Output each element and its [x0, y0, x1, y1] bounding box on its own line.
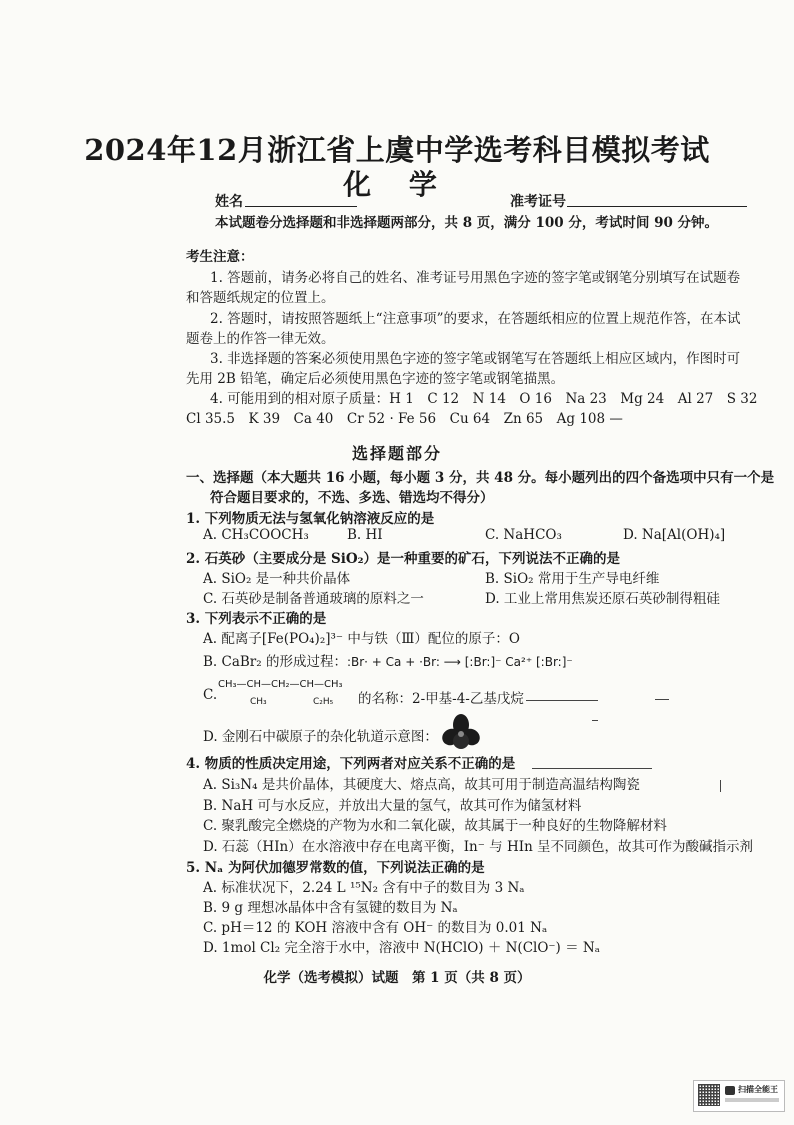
notice-line: 1. 答题前，请务必将自己的姓名、准考证号用黑色字迹的签字笔或钢笔分别填写在试题卷	[210, 270, 741, 286]
exam-id-blank[interactable]	[567, 206, 747, 207]
answer-dash	[526, 700, 598, 701]
notice-line: 和答题纸规定的位置上。	[186, 290, 335, 306]
q5-option-c[interactable]: C. pH＝12 的 KOH 溶液中含有 OH⁻ 的数目为 0.01 Nₐ	[203, 920, 548, 936]
scanner-app-name: 扫描全能王	[738, 1085, 778, 1094]
answer-dash	[655, 699, 669, 700]
subject-title: 化 学	[343, 168, 451, 201]
question-3-stem: 3. 下列表示不正确的是	[186, 611, 327, 627]
q3-structure-branch-methyl: CH₃	[250, 697, 267, 707]
q2-option-b[interactable]: B. SiO₂ 常用于生产导电纤维	[485, 571, 660, 587]
name-label: 姓名	[215, 194, 243, 210]
q5-option-d[interactable]: D. 1mol Cl₂ 完全溶于水中，溶液中 N(HClO) ＋ N(ClO⁻) ＝ Nₐ	[203, 940, 600, 956]
q5-option-b[interactable]: B. 9 g 理想冰晶体中含有氢键的数目为 Nₐ	[203, 900, 458, 916]
answer-dash	[532, 768, 652, 769]
q3-option-c-name: 的名称：2-甲基-4-乙基戊烷	[358, 691, 524, 707]
question-2-stem: 2. 石英砂（主要成分是 SiO₂）是一种重要的矿石，下列说法不正确的是	[186, 551, 621, 567]
scanner-watermark-badge	[693, 1080, 785, 1112]
scanner-tagline-bar	[725, 1098, 779, 1102]
question-4-stem: 4. 物质的性质决定用途，下列两者对应关系不正确的是	[186, 756, 516, 772]
page-footer: 化学（选考模拟）试题 第 1 页（共 8 页）	[263, 970, 531, 986]
q4-option-a[interactable]: A. Si₃N₄ 是共价晶体，其硬度大、熔点高，故其可用于制造高温结构陶瓷	[203, 777, 640, 793]
exam-id-label: 准考证号	[510, 194, 566, 210]
name-blank[interactable]	[245, 206, 357, 207]
q3-structure-branch-ethyl: C₂H₅	[313, 697, 334, 707]
q4-option-d[interactable]: D. 石蕊（HIn）在水溶液中存在电离平衡，In⁻ 与 HIn 呈不同颜色，故其可作为酸碱指示剂	[203, 839, 754, 855]
q3-option-c-label[interactable]: C.	[203, 687, 218, 703]
q4-option-c[interactable]: C. 聚乳酸完全燃烧的产物为水和二氧化碳，故其属于一种良好的生物降解材料	[203, 818, 667, 834]
atomic-mass-line: Cl 35.5 K 39 Ca 40 Cr 52 · Fe 56 Cu 64 Zn 65 Ag 108 —	[186, 411, 623, 427]
candidate-info-row	[215, 191, 755, 211]
question-5-stem: 5. Nₐ 为阿伏加德罗常数的值，下列说法正确的是	[186, 860, 485, 876]
section-title: 选择题部分	[351, 444, 442, 463]
q1-option-b[interactable]: B. HI	[347, 527, 383, 543]
q3-option-d[interactable]: D. 金刚石中碳原子的杂化轨道示意图：	[203, 729, 438, 745]
answer-dash	[592, 720, 598, 721]
notice-heading: 考生注意：	[186, 249, 254, 265]
notice-line: 先用 2B 铅笔，确定后必须使用黑色字迹的签字笔或钢笔描黑。	[186, 371, 565, 387]
margin-mark	[720, 780, 721, 792]
exam-title: 2024年12月浙江省上虞中学选考科目模拟考试	[84, 133, 710, 167]
question-1-stem: 1. 下列物质无法与氢氧化钠溶液反应的是	[186, 511, 435, 527]
part1-instructions: 符合题目要求的，不选、多选、错选均不得分）	[210, 490, 494, 506]
q3-option-b[interactable]	[203, 650, 573, 670]
q1-option-c[interactable]: C. NaHCO₃	[485, 527, 562, 543]
notice-line: 2. 答题时，请按照答题纸上“注意事项”的要求，在答题纸相应的位置上规范作答，在本试	[210, 311, 741, 327]
q2-option-d[interactable]: D. 工业上常用焦炭还原石英砂制得粗硅	[485, 591, 720, 607]
scanner-app-icon	[725, 1086, 735, 1095]
q5-option-a[interactable]: A. 标准状况下，2.24 L ¹⁵N₂ 含有中子的数目为 3 Nₐ	[203, 880, 525, 896]
q4-option-b[interactable]: B. NaH 可与水反应，并放出大量的氢气，故其可作为储氢材料	[203, 798, 582, 814]
q3-option-a[interactable]: A. 配离子[Fe(PO₄)₂]³⁻ 中与铁（Ⅲ）配位的原子：O	[203, 631, 520, 647]
intro-text: 本试题卷分选择题和非选择题两部分，共 8 页，满分 100 分，考试时间 90 分钟。	[215, 215, 719, 231]
q1-option-d[interactable]: D. Na[Al(OH)₄]	[623, 527, 726, 543]
q3-option-b-label: B. CaBr₂ 的形成过程：	[203, 654, 347, 670]
q2-option-c[interactable]: C. 石英砂是制备普通玻璃的原料之一	[203, 591, 424, 607]
q1-option-a[interactable]: A. CH₃COOCH₃	[203, 527, 309, 543]
q2-option-a[interactable]: A. SiO₂ 是一种共价晶体	[203, 571, 351, 587]
sp3-orbital-diagram-icon	[441, 713, 481, 751]
part1-instructions: 一、选择题（本大题共 16 小题，每小题 3 分，共 48 分。每小题列出的四个备选项中只有一个是	[186, 470, 775, 486]
notice-line: 3. 非选择题的答案必须使用黑色字迹的签字笔或钢笔写在答题纸上相应区域内，作图时可	[210, 351, 741, 367]
qr-code-icon	[698, 1084, 720, 1106]
atomic-mass-line: 4. 可能用到的相对原子质量：H 1 C 12 N 14 O 16 Na 23 Mg 24 Al 27 S 32	[210, 391, 758, 407]
notice-line: 题卷上的作答一律无效。	[186, 331, 335, 347]
q3-structure-main-chain: CH₃—CH—CH₂—CH—CH₃	[218, 679, 343, 690]
cabr2-formation-formula: :Br· + Ca + ·Br: ⟶ [:Br:]⁻ Ca²⁺ [:Br:]⁻	[346, 655, 573, 669]
